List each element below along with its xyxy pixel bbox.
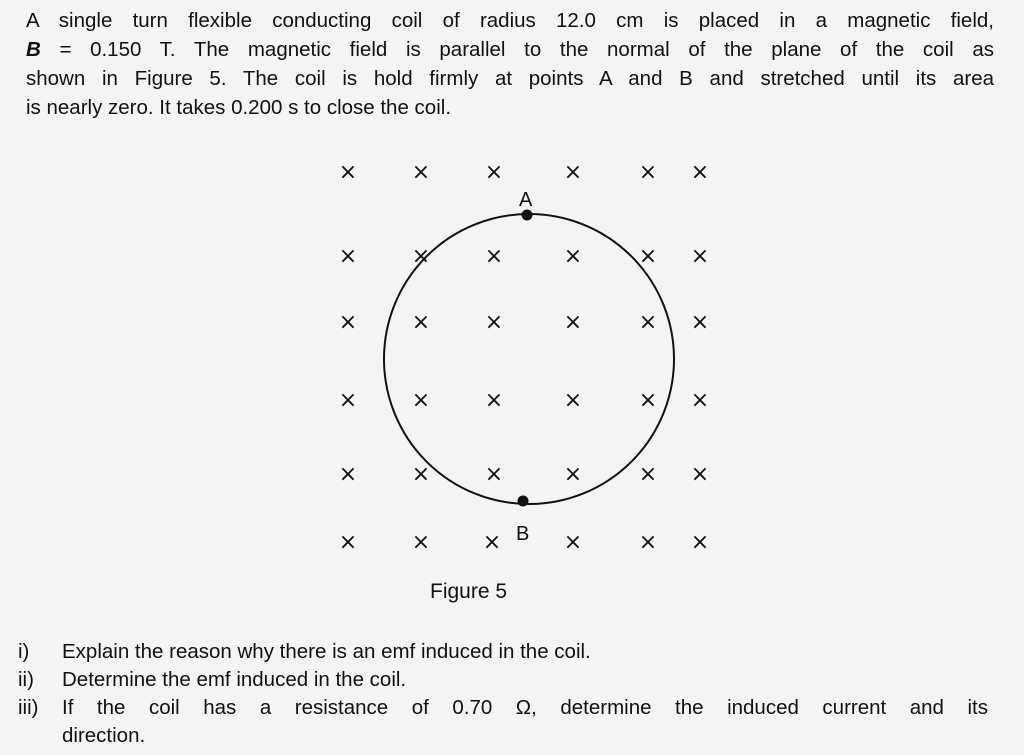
question-item: [18, 638, 988, 666]
field-cross-icon: ×: [690, 388, 710, 413]
question-text: Explain the reason why there is an emf induced in the coil.: [62, 640, 591, 663]
field-cross-icon: ×: [690, 310, 710, 335]
field-cross-icon: ×: [563, 388, 583, 413]
field-cross-icon: ×: [411, 530, 431, 555]
point-b-dot: [518, 496, 529, 507]
field-cross-icon: ×: [411, 310, 431, 335]
field-cross-icon: ×: [482, 530, 502, 555]
field-cross-icon: ×: [484, 310, 504, 335]
field-cross-icon: ×: [638, 310, 658, 335]
field-cross-icon: ×: [690, 462, 710, 487]
point-a-label: A: [519, 189, 533, 211]
field-cross-icon: ×: [411, 244, 431, 269]
question-number: ii): [18, 668, 34, 691]
field-cross-icon: ×: [638, 244, 658, 269]
field-cross-icon: ×: [638, 530, 658, 555]
field-cross-icon: ×: [638, 160, 658, 185]
field-cross-icon: ×: [563, 462, 583, 487]
field-cross-icon: ×: [411, 462, 431, 487]
field-cross-icon: ×: [411, 388, 431, 413]
field-cross-icon: ×: [338, 310, 358, 335]
field-cross-icon: ×: [484, 244, 504, 269]
field-cross-icon: ×: [338, 462, 358, 487]
problem-line-1: A single turn flexible conducting coil of radius 12.0 cm is placed in a magnetic field,: [26, 9, 994, 32]
question-text: Determine the emf induced in the coil.: [62, 668, 407, 691]
magnetic-field-symbol: B: [26, 38, 41, 61]
field-cross-icon: ×: [563, 244, 583, 269]
field-cross-icon: ×: [484, 462, 504, 487]
field-cross-icon: ×: [690, 530, 710, 555]
field-cross-icon: ×: [338, 160, 358, 185]
field-cross-icon: ×: [338, 388, 358, 413]
question-text-line-1: If the coil has a resistance of 0.70 Ω, determine the induced current and its: [62, 696, 988, 719]
field-cross-icon: ×: [638, 462, 658, 487]
problem-line-4: is nearly zero. It takes 0.200 s to close the coil.: [26, 96, 452, 119]
question-text-line-2: direction.: [62, 724, 146, 747]
figure-caption: Figure 5: [430, 580, 508, 603]
field-cross-icon: ×: [690, 160, 710, 185]
field-cross-icon: ×: [690, 244, 710, 269]
field-cross-icon: ×: [484, 160, 504, 185]
problem-line-3: shown in Figure 5. The coil is hold firmly at points A and B and stretched until its area: [26, 67, 994, 90]
question-text: [62, 694, 988, 750]
field-cross-icon: ×: [338, 530, 358, 555]
field-cross-icon: ×: [338, 244, 358, 269]
question-item: [18, 666, 988, 694]
question-number: iii): [18, 696, 39, 719]
question-number: i): [18, 640, 30, 663]
field-cross-icon: ×: [411, 160, 431, 185]
field-cross-icon: ×: [638, 388, 658, 413]
point-b-label: B: [516, 523, 530, 545]
problem-line-2-text: = 0.150 T. The magnetic field is parallel to the normal of the plane of the coil as: [40, 38, 994, 61]
question-list: [18, 638, 988, 750]
point-a-dot: [522, 210, 533, 221]
field-cross-icon: ×: [563, 160, 583, 185]
field-cross-icon: ×: [563, 310, 583, 335]
question-item: [18, 694, 988, 750]
field-cross-icon: ×: [484, 388, 504, 413]
field-cross-icon: ×: [563, 530, 583, 555]
